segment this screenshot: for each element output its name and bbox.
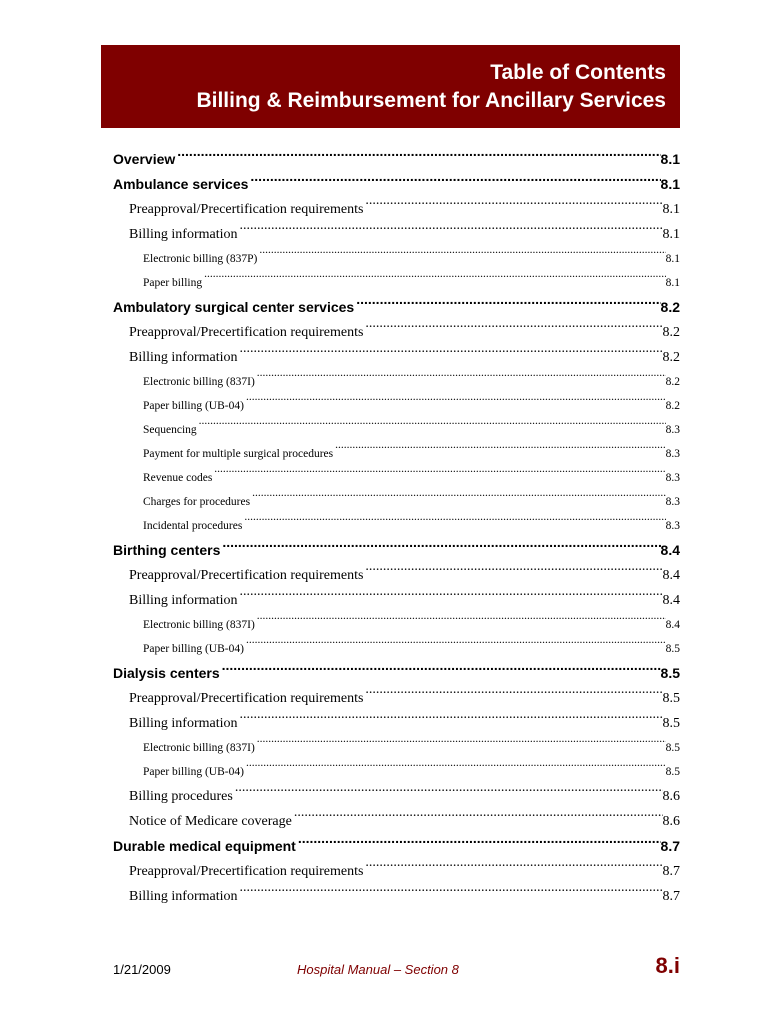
- dot-leader: [202, 275, 666, 287]
- toc-entry-level1[interactable]: [113, 147, 680, 172]
- page-subtitle: Billing & Reimbursement for Ancillary Services: [196, 89, 666, 112]
- title-banner: [101, 45, 680, 128]
- toc-entry-label: Preapproval/Precertification requirements: [129, 325, 364, 340]
- dot-leader: [363, 199, 662, 213]
- dot-leader: [244, 764, 666, 776]
- dot-leader: [244, 641, 666, 653]
- toc-entry-level2[interactable]: [113, 884, 680, 909]
- toc-entry-label: Revenue codes: [143, 472, 213, 484]
- toc-entry-level2[interactable]: [113, 588, 680, 613]
- toc-entry-label: Paper billing (UB-04): [143, 643, 244, 655]
- toc-entry-level1[interactable]: [113, 834, 680, 859]
- dot-leader: [333, 446, 665, 458]
- dot-leader: [296, 837, 661, 851]
- toc-entry-page-number: 8.1: [660, 151, 680, 167]
- toc-entry-label: Billing information: [129, 227, 238, 242]
- toc-entry-label: Paper billing (UB-04): [143, 400, 244, 412]
- toc-entry-label: Electronic billing (837I): [143, 742, 255, 754]
- dot-leader: [244, 398, 666, 410]
- dot-leader: [238, 347, 663, 361]
- dot-leader: [363, 322, 662, 336]
- toc-entry-label: Billing information: [129, 716, 238, 731]
- toc-entry-level2[interactable]: [113, 320, 680, 345]
- toc-entry-page-number: 8.5: [665, 766, 680, 778]
- toc-entry-level3[interactable]: [113, 418, 680, 442]
- toc-entry-label: Billing information: [129, 889, 238, 904]
- toc-entry-label: Paper billing: [143, 277, 203, 289]
- toc-entry-page-number: 8.1: [662, 202, 680, 217]
- toc-entry-label: Overview: [113, 151, 176, 167]
- dot-leader: [255, 374, 666, 386]
- toc-entry-label: Preapproval/Precertification requirements: [129, 568, 364, 583]
- toc-entry-page-number: 8.1: [665, 253, 680, 265]
- toc-entry-label: Preapproval/Precertification requirements: [129, 202, 364, 217]
- dot-leader: [238, 713, 663, 727]
- dot-leader: [238, 224, 663, 238]
- dot-leader: [175, 150, 660, 164]
- toc-entry-level3[interactable]: [113, 637, 680, 661]
- toc-entry-label: Ambulatory surgical center services: [113, 299, 355, 315]
- page-footer: [113, 950, 680, 990]
- toc-entry-level3[interactable]: [113, 736, 680, 760]
- toc-entry-page-number: 8.5: [665, 643, 680, 655]
- toc-entry-level1[interactable]: [113, 661, 680, 686]
- toc-entry-page-number: 8.4: [660, 542, 680, 558]
- toc-entry-label: Incidental procedures: [143, 520, 243, 532]
- dot-leader: [238, 590, 663, 604]
- toc-entry-level3[interactable]: [113, 394, 680, 418]
- toc-entry-page-number: 8.4: [665, 619, 680, 631]
- dot-leader: [212, 470, 665, 482]
- toc-entry-page-number: 8.3: [665, 520, 680, 532]
- toc-entry-level2[interactable]: [113, 859, 680, 884]
- toc-entry-page-number: 8.4: [662, 568, 680, 583]
- dot-leader: [354, 298, 660, 312]
- toc-entry-page-number: 8.3: [665, 496, 680, 508]
- dot-leader: [197, 422, 666, 434]
- toc-entry-level3[interactable]: [113, 271, 680, 295]
- toc-entry-label: Charges for procedures: [143, 496, 251, 508]
- footer-page-number: 8.i: [655, 953, 680, 978]
- toc-entry-page-number: 8.1: [662, 227, 680, 242]
- toc-entry-page-number: 8.2: [662, 350, 680, 365]
- toc-entry-label: Electronic billing (837P): [143, 253, 258, 265]
- toc-entry-level2[interactable]: [113, 686, 680, 711]
- toc-entry-level3[interactable]: [113, 442, 680, 466]
- toc-entry-page-number: 8.2: [665, 376, 680, 388]
- toc-entry-level3[interactable]: [113, 613, 680, 637]
- toc-entry-level2[interactable]: [113, 222, 680, 247]
- toc-entry-page-number: 8.1: [665, 277, 680, 289]
- toc-entry-page-number: 8.2: [662, 325, 680, 340]
- toc-entry-label: Electronic billing (837I): [143, 619, 255, 631]
- dot-leader: [255, 740, 666, 752]
- toc-entry-label: Billing procedures: [129, 789, 233, 804]
- dot-leader: [255, 617, 666, 629]
- toc-entry-page-number: 8.5: [662, 716, 680, 731]
- toc-entry-page-number: 8.3: [665, 472, 680, 484]
- toc-entry-label: Paper billing (UB-04): [143, 766, 244, 778]
- toc-entry-page-number: 8.3: [665, 424, 680, 436]
- toc-entry-level3[interactable]: [113, 370, 680, 394]
- toc-entry-level3[interactable]: [113, 247, 680, 271]
- toc-entry-label: Preapproval/Precertification requirements: [129, 691, 364, 706]
- dot-leader: [248, 175, 660, 189]
- toc-entry-level3[interactable]: [113, 760, 680, 784]
- toc-entry-label: Sequencing: [143, 424, 197, 436]
- toc-entry-level1[interactable]: [113, 295, 680, 320]
- footer-date: 1/21/2009: [113, 962, 171, 977]
- dot-leader: [363, 861, 662, 875]
- toc-entry-level3[interactable]: [113, 490, 680, 514]
- dot-leader: [220, 664, 661, 678]
- toc-entry-page-number: 8.4: [662, 593, 680, 608]
- dot-leader: [242, 518, 665, 530]
- page-title: Table of Contents: [490, 61, 666, 84]
- toc-entry-level2[interactable]: [113, 197, 680, 222]
- toc-entry-label: Durable medical equipment: [113, 838, 296, 854]
- toc-entry-level1[interactable]: [113, 172, 680, 197]
- toc-entry-page-number: 8.5: [660, 665, 680, 681]
- toc-entry-page-number: 8.5: [662, 691, 680, 706]
- dot-leader: [292, 811, 663, 825]
- toc-entry-label: Dialysis centers: [113, 665, 220, 681]
- toc-entry-level3[interactable]: [113, 466, 680, 490]
- toc-entry-level2[interactable]: [113, 345, 680, 370]
- toc-entry-page-number: 8.6: [662, 789, 680, 804]
- toc-entry-label: Payment for multiple surgical procedures: [143, 448, 334, 460]
- toc-entry-level2[interactable]: [113, 784, 680, 809]
- toc-entry-level1[interactable]: [113, 538, 680, 563]
- toc-entry-level3[interactable]: [113, 514, 680, 538]
- dot-leader: [363, 688, 662, 702]
- dot-leader: [238, 886, 663, 900]
- toc-entry-label: Billing information: [129, 593, 238, 608]
- toc-entry-level2[interactable]: [113, 711, 680, 736]
- dot-leader: [233, 786, 663, 800]
- dot-leader: [363, 565, 662, 579]
- toc-entry-page-number: 8.7: [662, 864, 680, 879]
- toc-entry-page-number: 8.7: [662, 889, 680, 904]
- toc-entry-page-number: 8.2: [665, 400, 680, 412]
- toc-entry-page-number: 8.2: [660, 299, 680, 315]
- toc-entry-page-number: 8.5: [665, 742, 680, 754]
- toc-entry-label: Notice of Medicare coverage: [129, 814, 292, 829]
- toc-entry-page-number: 8.1: [660, 176, 680, 192]
- toc-entry-level2[interactable]: [113, 563, 680, 588]
- toc-entry-label: Birthing centers: [113, 542, 221, 558]
- table-of-contents: [113, 147, 680, 909]
- toc-entry-label: Ambulance services: [113, 176, 249, 192]
- toc-entry-page-number: 8.6: [662, 814, 680, 829]
- toc-entry-label: Electronic billing (837I): [143, 376, 255, 388]
- dot-leader: [250, 494, 666, 506]
- toc-entry-label: Preapproval/Precertification requirements: [129, 864, 364, 879]
- footer-document-name: Hospital Manual – Section 8: [297, 962, 459, 977]
- dot-leader: [220, 541, 660, 555]
- dot-leader: [257, 251, 665, 263]
- toc-entry-page-number: 8.3: [665, 448, 680, 460]
- toc-entry-level2[interactable]: [113, 809, 680, 834]
- toc-entry-page-number: 8.7: [660, 838, 680, 854]
- toc-entry-label: Billing information: [129, 350, 238, 365]
